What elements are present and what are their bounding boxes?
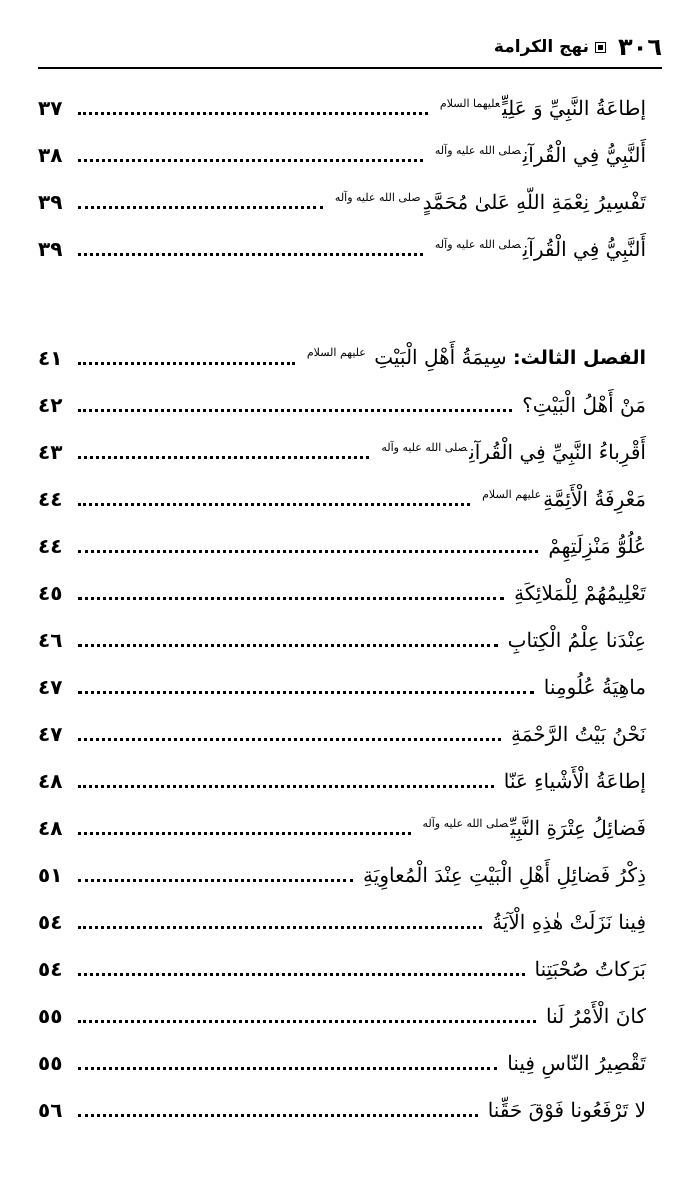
toc-entry[interactable]: [38, 522, 646, 569]
toc-entry-title: عِنْدَنا عِلْمُ الْكِتابِ: [507, 627, 646, 652]
toc-page-number: ٥٥: [38, 1003, 63, 1028]
dot-leader: [78, 112, 428, 115]
dot-leader: [78, 550, 538, 553]
chapter-heading-entry[interactable]: [38, 334, 646, 381]
toc-entry-label: [548, 533, 646, 558]
dot-leader: [78, 597, 504, 600]
dot-leader: [78, 785, 494, 788]
dot-leader: [78, 206, 323, 209]
toc-entry[interactable]: [38, 616, 646, 663]
dot-leader: [78, 644, 498, 647]
toc-entry-label: [363, 862, 646, 887]
toc-entry-label: [379, 439, 646, 464]
honorific-ligature: صلى الله عليه وآله: [434, 237, 521, 251]
toc-entry-title: تَعْلِيمُهُمْ لِلْمَلائِكَةِ: [514, 580, 646, 605]
honorific-ligature: عليهم السلام: [482, 487, 542, 501]
toc-entry[interactable]: [38, 84, 646, 131]
toc-entry[interactable]: [38, 131, 646, 178]
toc-page-number: ٤٧: [38, 721, 63, 746]
toc-entry-title: أَلنَّبِيُّ فِي الْقُرآنِ: [522, 142, 646, 167]
dot-leader: [78, 253, 423, 256]
toc-entry[interactable]: [38, 428, 646, 475]
toc-entry[interactable]: [38, 804, 646, 851]
toc-page-number: ٤٥: [38, 580, 63, 605]
toc-entry[interactable]: [38, 1086, 646, 1133]
toc-page-number: ٤٦: [38, 627, 63, 652]
dot-leader: [78, 362, 295, 365]
honorific-ligature: عليهما السلام: [439, 96, 501, 110]
dot-leader: [78, 159, 423, 162]
honorific-ligature: صلى الله عليه وآله: [381, 440, 468, 454]
toc-entry-label: [507, 1050, 646, 1075]
toc-entry[interactable]: [38, 178, 646, 225]
honorific-ligature: صلى الله عليه وآله: [434, 143, 521, 157]
honorific-ligature: عليهم السلام: [306, 346, 366, 360]
toc-entry[interactable]: [38, 945, 646, 992]
toc-page-number: ٤٤: [38, 533, 63, 558]
toc-entry-label: [507, 627, 646, 652]
toc-entry-title: إطاعَةُ النَّبِيِّ وَ عَلِيٍّ: [502, 95, 646, 120]
toc-entry[interactable]: [38, 569, 646, 616]
toc-entry[interactable]: [38, 851, 646, 898]
toc-entry-title: فِينا نَزَلَتْ هٰذِهِ الْآيَةُ: [492, 909, 646, 934]
dot-leader: [78, 691, 534, 694]
toc-entry[interactable]: [38, 710, 646, 757]
dot-leader: [78, 1114, 478, 1117]
toc-entry-title: مَنْ أَهْلُ الْبَيْتِ؟: [522, 392, 646, 417]
dot-leader: [78, 926, 482, 929]
toc-page-number: ٣٨: [38, 142, 63, 167]
toc-page-number: ٣٩: [38, 236, 63, 261]
running-header: [38, 28, 662, 66]
toc-page-number: ٤٣: [38, 439, 63, 464]
section-gap: [38, 272, 646, 334]
dot-leader: [78, 738, 501, 741]
toc-entry-title: أَلنَّبِيُّ فِي الْقُرآنِ: [522, 236, 646, 261]
toc-entry-label: [433, 236, 646, 261]
toc-entry-label: [503, 768, 646, 793]
toc-entry-label: [480, 486, 646, 511]
toc-entry-label: [487, 1097, 646, 1122]
toc-entry-label: [543, 674, 646, 699]
toc-entry-title: مَعْرِفَةُ الْأَئِمَّةِ: [543, 486, 646, 511]
toc-entry-title: لا تَرْفَعُونا فَوْقَ حَقِّنا: [487, 1097, 646, 1122]
toc-entry-title: عُلُوُّ مَنْزِلَتِهِمْ: [548, 533, 646, 558]
toc-page-number: ٤٨: [38, 768, 63, 793]
toc-entry-label: [514, 580, 646, 605]
header-rule: [38, 67, 662, 69]
toc-page-number: ٥٤: [38, 909, 63, 934]
toc-page-number: ٥١: [38, 862, 63, 887]
toc-page-number: ٥٤: [38, 956, 63, 981]
toc-entry[interactable]: [38, 475, 646, 522]
header-book-title: نهج الكرامة: [493, 37, 590, 57]
honorific-ligature: صلى الله عليه وآله: [334, 190, 421, 204]
dot-leader: [78, 503, 470, 506]
toc-entry-title: كانَ الْأَمْرُ لَنا: [546, 1003, 646, 1028]
toc-page-number: ٣٩: [38, 189, 63, 214]
square-bullet-icon: [595, 42, 606, 53]
toc-entry-label: [546, 1003, 646, 1028]
toc-entry-title: تَقْصِيرُ النّاسِ فِينا: [507, 1050, 646, 1075]
toc-entry[interactable]: [38, 898, 646, 945]
toc-entry[interactable]: [38, 992, 646, 1039]
toc-group-2: [38, 381, 646, 1133]
toc-entry[interactable]: [38, 757, 646, 804]
toc-entry-title: تَفْسِيرُ نِعْمَةِ اللّهِ عَلىٰ مُحَمَّدٍ: [422, 189, 646, 214]
toc-page-number: ٥٦: [38, 1097, 63, 1122]
toc-entry-label: [438, 95, 646, 120]
dot-leader: [78, 1067, 497, 1070]
toc-entry[interactable]: [38, 663, 646, 710]
toc-page-number: ٤٢: [38, 392, 63, 417]
toc-entry-label: [534, 956, 647, 981]
toc-group-1: [38, 84, 646, 272]
dot-leader: [78, 1020, 536, 1023]
dot-leader: [78, 409, 512, 412]
dot-leader: [78, 832, 411, 835]
dot-leader: [78, 973, 525, 976]
toc-entry-label: [492, 909, 646, 934]
chapter-label: [305, 347, 646, 368]
chapter-prefix: الفصل الثالث:: [513, 347, 646, 369]
toc-page-number: ٣٧: [38, 95, 63, 120]
dot-leader: [78, 456, 369, 459]
toc-entry-title: ماهِيَةُ عُلُومِنا: [543, 674, 646, 699]
header-page-number: ٣٠٦: [618, 33, 662, 61]
toc-entry-label: [333, 189, 646, 214]
dot-leader: [78, 879, 353, 882]
toc-entry-label: [511, 721, 646, 746]
toc-page-number: ٤٧: [38, 674, 63, 699]
toc-entry-title: فَضائِلُ عِتْرَةِ النَّبِيِّ: [510, 815, 646, 840]
toc-entry-label: [522, 392, 646, 417]
toc-entry[interactable]: [38, 1039, 646, 1086]
toc-entry-title: إطاعَةُ الْأَشْياءِ عَنّا: [503, 768, 646, 793]
toc-entry-title: نَحْنُ بَيْتُ الرَّحْمَةِ: [511, 721, 646, 746]
honorific-ligature: صلى الله عليه وآله: [422, 816, 509, 830]
toc-list: [38, 84, 646, 1133]
toc-entry-title: بَرَكاتُ صُحْبَتِنا: [534, 956, 646, 981]
toc-page-number: ٤٨: [38, 815, 63, 840]
toc-entry-title: أَقْرِباءُ النَّبِيِّ فِي الْقُرآنِ: [469, 439, 646, 464]
toc-entry-label: [433, 142, 646, 167]
toc-entry[interactable]: [38, 225, 646, 272]
chapter-title: سِيمَةُ أَهْلِ الْبَيْتِ: [374, 345, 507, 369]
toc-entry-title: ذِكْرُ فَضائِلِ أَهْلِ الْبَيْتِ عِنْدَ الْمُعاوِيَةِ: [363, 862, 646, 887]
chapter-page-number: ٤١: [38, 345, 63, 370]
toc-page-number: ٤٤: [38, 486, 63, 511]
toc-entry[interactable]: [38, 381, 646, 428]
toc-page-number: ٥٥: [38, 1050, 63, 1075]
toc-entry-label: [421, 815, 647, 840]
